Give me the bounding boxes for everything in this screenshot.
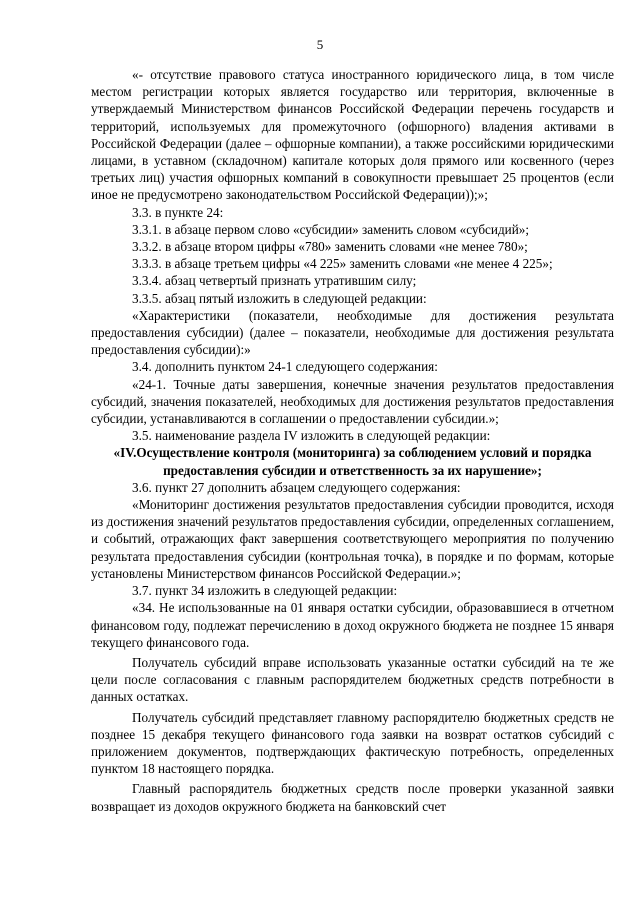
- paragraph: Главный распорядитель бюджетных средств после проверки указанной заявки возвращает из доходов окружного бюджета на банковский счет: [91, 781, 614, 814]
- paragraph: 3.6. пункт 27 дополнить абзацем следующего содержания:: [132, 479, 461, 495]
- paragraph: «34. Не использованные на 01 января остатки субсидии, образовавшиеся в отчетном финансовом году, подлежат перечислению в доход окружного бюджета не позднее 15 января текущего финансового года.: [91, 600, 614, 650]
- page-number: 5: [316, 37, 324, 52]
- section-heading: «IV.Осуществление контроля (мониторинга) за соблюдением условий и порядка предоставления субсидии и ответственность за их нарушение»;: [113, 445, 592, 478]
- document-body: [91, 66, 614, 815]
- paragraph: «24-1. Точные даты завершения, конечные значения результатов предоставления субсидий, значения показателей, необходимых для достижения результатов предоставления субсидии, устанавливаются в соглашении о предоставлении субсидии.»;: [91, 376, 614, 427]
- paragraph: 3.4. дополнить пунктом 24-1 следующего содержания:: [132, 359, 438, 375]
- paragraph: 3.3.4. абзац четвертый признать утратившим силу;: [132, 273, 417, 289]
- paragraph: 3.3. в пункте 24:: [132, 204, 224, 220]
- paragraph: 3.3.2. в абзаце втором цифры «780» заменить словами «не менее 780»;: [132, 239, 528, 255]
- paragraph: 3.7. пункт 34 изложить в следующей редакции:: [132, 583, 398, 599]
- paragraph: Получатель субсидий вправе использовать указанные остатки субсидий на те же цели после согласования с главным распорядителем бюджетных средств потребности в данных остатках.: [91, 654, 614, 705]
- paragraph: «- отсутствие правового статуса иностранного юридического лица, в том числе местом регистрации которых является государство или территория, включенные в утверждаемый Министерством финансов Российской Федерации перечень государств и территорий, используемых для промежуточного (офшорного) владения активами в Российской Федерации (далее – офшорные компании), а также российскими юридическими лицами, в уставном (складочном) капитале которых доля прямого или косвенного (через третьих лиц) участия офшорных компаний в совокупности превышает 25 процентов (если иное не предусмотрено законодательством Российской Федерации));»;: [91, 67, 614, 203]
- paragraph: 3.5. наименование раздела IV изложить в следующей редакции:: [132, 428, 491, 444]
- paragraph: Получатель субсидий представляет главному распорядителю бюджетных средств не позднее 15 декабря текущего финансового года заявки на возврат остатков субсидий с приложением документов, подтверждающих фактическую потребность, определенных пунктом 18 настоящего порядка.: [91, 709, 614, 777]
- paragraph: 3.3.3. в абзаце третьем цифры «4 225» заменить словами «не менее 4 225»;: [132, 256, 553, 272]
- paragraph: 3.3.1. в абзаце первом слово «субсидии» заменить словом «субсидий»;: [132, 221, 530, 237]
- paragraph: 3.3.5. абзац пятый изложить в следующей редакции:: [132, 290, 427, 306]
- paragraph: «Характеристики (показатели, необходимые для достижения результата предоставления субсидии) (далее – показатели, необходимые для достижения результата предоставления субсидии):»: [91, 307, 614, 358]
- paragraph: «Мониторинг достижения результатов предоставления субсидии проводится, исходя из достижения значений результатов предоставления субсидии, определенных соглашением, и событий, отражающих факт завершения соответствующего мероприятия по получению результата предоставления субсидии (контрольная точка), в порядке и по формам, которые установлены Министерством финансов Российской Федерации.»;: [91, 497, 614, 581]
